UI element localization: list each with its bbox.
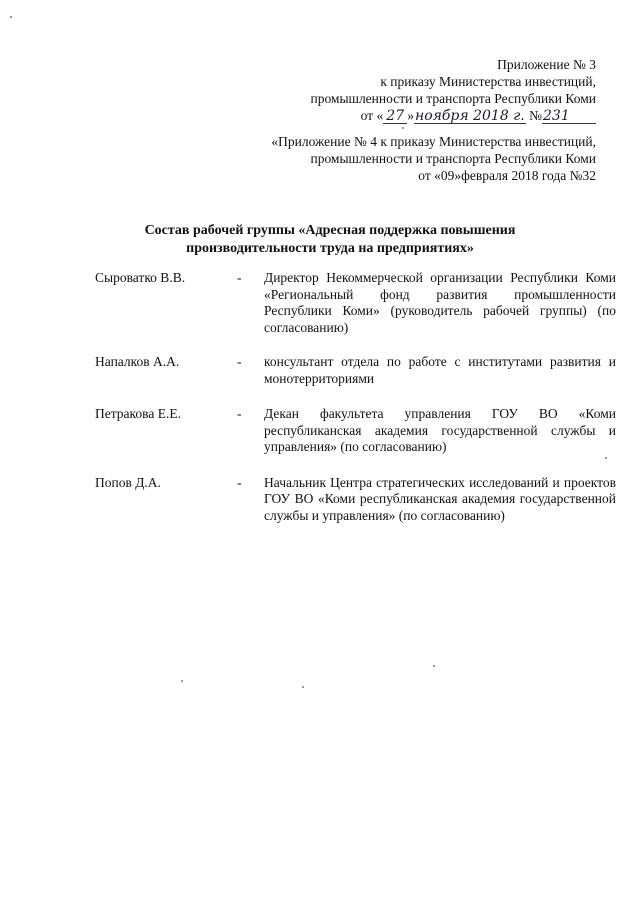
member-name: Напалков А.А. (95, 354, 180, 369)
member-role: консультант отдела по работе с институтами развития и монотерриториями (264, 354, 616, 386)
scan-speck (10, 16, 12, 18)
annex-date-line (310, 107, 596, 124)
member-row (95, 475, 616, 525)
annex-date-month-year: ноября 2018 г. (414, 108, 525, 124)
member-dash: - (237, 406, 242, 421)
document-title (60, 222, 600, 258)
prev-annex-date: от «09»февраля 2018 года №32 (418, 168, 596, 183)
title-line-2: производительности труда на предприятиях» (186, 241, 474, 256)
scan-speck (433, 665, 435, 667)
annex-date-mid: » (407, 108, 414, 123)
previous-annex-header (271, 133, 596, 184)
member-row (95, 406, 616, 456)
scan-speck (302, 686, 304, 688)
annex-header (310, 56, 596, 124)
annex-ministry: промышленности и транспорта Республики Коми (310, 91, 596, 106)
prev-annex-ministry: промышленности и транспорта Республики Коми (310, 151, 596, 166)
member-dash: - (237, 354, 242, 369)
member-name: Попов Д.А. (95, 474, 161, 490)
member-role: Директор Некоммерческой организации Республики Коми «Региональный фонд развития промышленности Республики Коми» (руководитель рабочей группы) (по согласованию) (264, 270, 616, 335)
scan-speck (181, 680, 183, 682)
title-line-1: Состав рабочей группы «Адресная поддержка повышения (144, 223, 516, 238)
member-dash: - (237, 270, 242, 285)
member-name: Петракова Е.Е. (95, 406, 181, 421)
member-row (95, 354, 616, 387)
member-role: Декан факультета управления ГОУ ВО «Коми республиканская академия государственной службы и управления» (по согласованию) (264, 406, 616, 454)
annex-order-ref: к приказу Министерства инвестиций, (380, 74, 596, 89)
annex-date-prefix: от « (360, 108, 384, 123)
annex-title: Приложение № 3 (497, 57, 596, 72)
annex-date-day: 27 (383, 109, 407, 124)
scan-speck (402, 127, 404, 129)
members-list (95, 270, 616, 524)
member-role: Начальник Центра стратегических исследований и проектов ГОУ ВО «Коми республиканская академия государственной службы и управления» (по согласованию) (264, 474, 616, 523)
member-name: Сыроватко В.В. (95, 270, 186, 285)
annex-number-prefix: № (525, 108, 542, 123)
member-dash: - (237, 474, 242, 490)
annex-number: 231 (542, 109, 596, 124)
member-row (95, 270, 616, 336)
scan-speck (605, 457, 607, 459)
prev-annex-title: «Приложение № 4 к приказу Министерства инвестиций, (271, 134, 596, 149)
